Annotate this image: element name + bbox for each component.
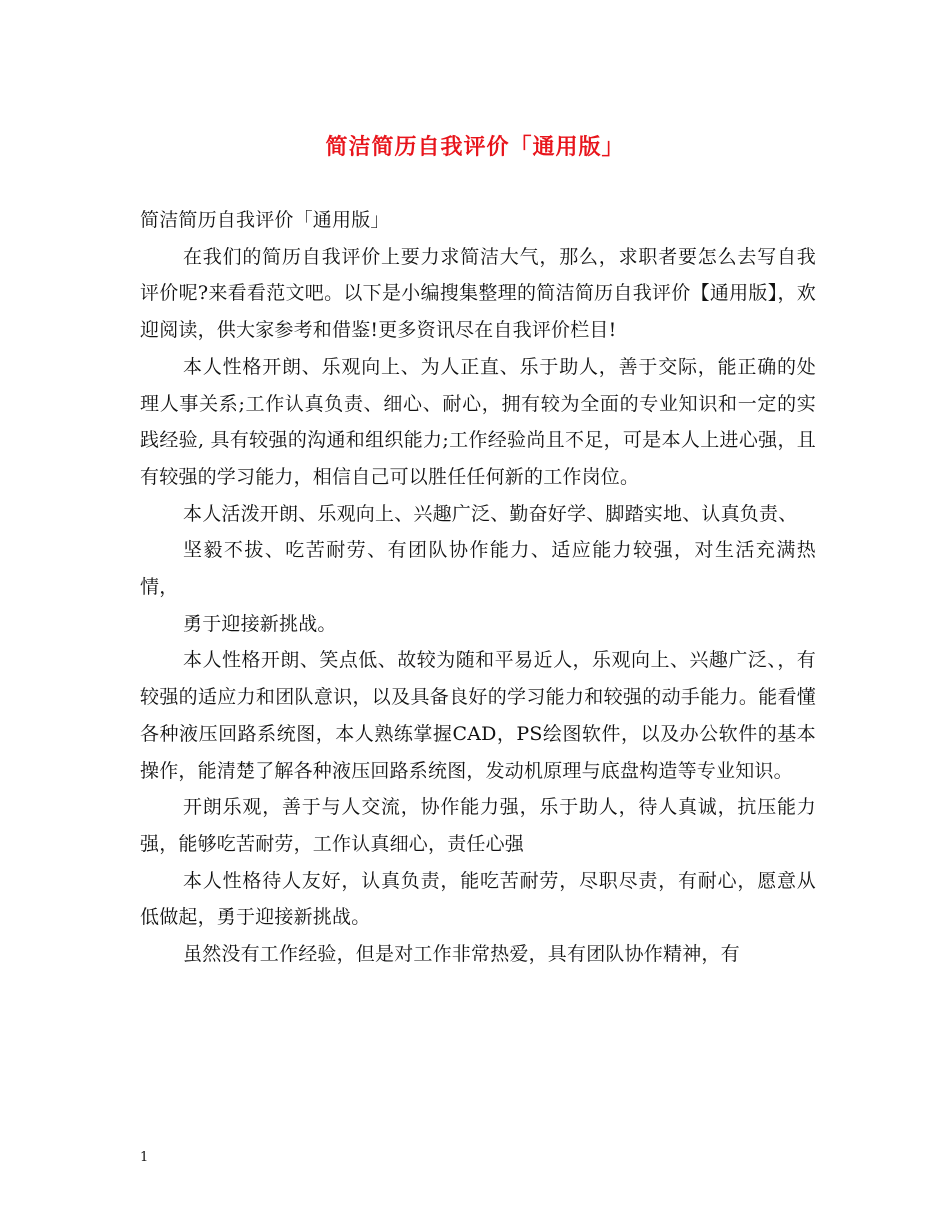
- document-title: 简洁简历自我评价「通用版」: [325, 134, 625, 160]
- body-paragraph: 本人性格开朗、乐观向上、为人正直、乐于助人，善于交际，能正确的处理人事关系;工作认真负责、细心、耐心，拥有较为全面的专业知识和一定的实践经验, 具有较强的沟通和组织能力;工作经验尚且不足，可是本人上进心强，且有较强的学习能力，相信自己可以胜任任何新的工作岗位。: [140, 355, 816, 488]
- body-paragraph: 简洁简历自我评价「通用版」: [140, 209, 390, 231]
- document-body: [140, 202, 816, 973]
- body-paragraph: 本人性格开朗、笑点低、故较为随和平易近人，乐观向上、兴趣广泛、，有较强的适应力和团队意识，以及具备良好的学习能力和较强的动手能力。能看懂各种液压回路系统图，本人熟练掌握CAD，PS绘图软件，以及办公软件的基本操作，能清楚了解各种液压回路系统图，发动机原理与底盘构造等专业知识。: [140, 649, 816, 782]
- body-paragraph: 坚毅不拔、吃苦耐劳、有团队协作能力、适应能力较强，对生活充满热情，: [140, 539, 816, 599]
- body-paragraph: 在我们的简历自我评价上要力求简洁大气，那么，求职者要怎么去写自我评价呢?来看看范文吧。以下是小编搜集整理的简洁简历自我评价【通用版】，欢迎阅读，供大家参考和借鉴!更多资讯尽在自我评价栏目!: [140, 245, 816, 342]
- body-paragraph: 本人性格待人友好，认真负责，能吃苦耐劳，尽职尽责，有耐心，愿意从低做起，勇于迎接新挑战。: [140, 869, 816, 929]
- body-paragraph: 开朗乐观，善于与人交流，协作能力强，乐于助人，待人真诚，抗压能力强，能够吃苦耐劳，工作认真细心，责任心强: [140, 796, 816, 855]
- body-paragraph: 本人活泼开朗、乐观向上、兴趣广泛、勤奋好学、脚踏实地、认真负责、: [183, 502, 798, 525]
- body-paragraph: 虽然没有工作经验，但是对工作非常热爱，具有团队协作精神，有: [183, 943, 740, 966]
- page-number: 1: [140, 1150, 149, 1165]
- body-paragraph: 勇于迎接新挑战。: [183, 612, 337, 635]
